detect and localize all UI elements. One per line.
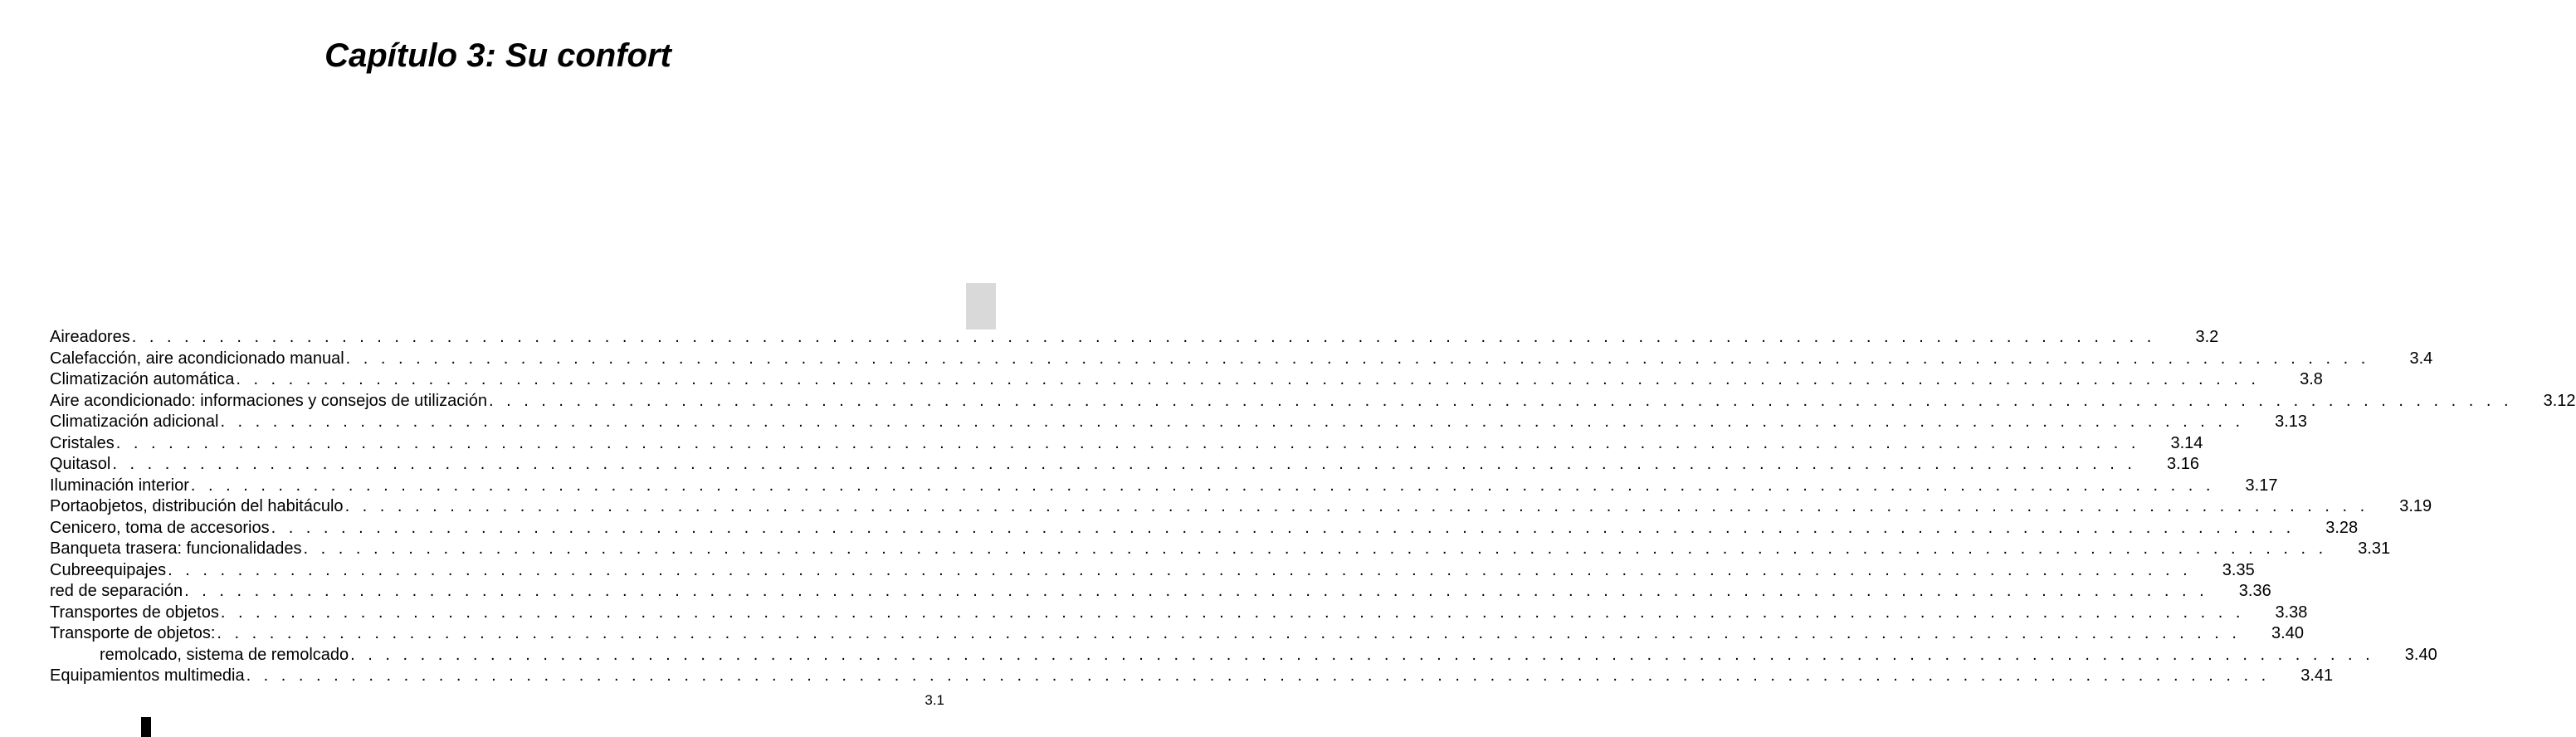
toc-dot-leader: . . . . . . . . . . . . . . . . . . . . . . . . . . . . . . . . . . . . . . . . . . . . . . . . . . . . . . . . . . . . . . . . . . . . . . . . . . . . . . . . . . . . . . . . . . . . . . . . . . . . . . . . . . . . . . . . . . . . — [184, 582, 2208, 600]
toc-dot-leader: . . . . . . . . . . . . . . . . . . . . . . . . . . . . . . . . . . . . . . . . . . . . . . . . . . . . . . . . . . . . . . . . . . . . . . . . . . . . . . . . . . . . . . . . . . . . . . . . . . . . . . . . . . . . . . . . . . . . — [344, 497, 2369, 515]
toc-dot-leader: . . . . . . . . . . . . . . . . . . . . . . . . . . . . . . . . . . . . . . . . . . . . . . . . . . . . . . . . . . . . . . . . . . . . . . . . . . . . . . . . . . . . . . . . . . . . . . . . . . . . . . . . . . . . . . . . . . . . — [220, 412, 2245, 431]
toc-entry-page: 3.19 — [2399, 497, 2432, 515]
toc-entry-page: 3.4 — [2409, 349, 2433, 368]
toc-entry-page: 3.41 — [2300, 666, 2334, 685]
toc-entry-label: Aire acondicionado: informaciones y consejos de utilización — [50, 391, 487, 410]
page-number: 3.1 — [925, 692, 944, 708]
toc-entry-label: Cubreequipajes — [50, 560, 167, 579]
toc-dot-leader: . . . . . . . . . . . . . . . . . . . . . . . . . . . . . . . . . . . . . . . . . . . . . . . . . . . . . . . . . . . . . . . . . . . . . . . . . . . . . . . . . . . . . . . . . . . . . . . . . . . . . . . . . . . . . . . . . . . . — [345, 349, 2370, 368]
toc-entry-label: remolcado, sistema de remolcado — [100, 645, 349, 664]
toc-entry[interactable] — [50, 560, 2255, 582]
toc-entry[interactable] — [50, 349, 2433, 370]
toc-dot-leader: . . . . . . . . . . . . . . . . . . . . . . . . . . . . . . . . . . . . . . . . . . . . . . . . . . . . . . . . . . . . . . . . . . . . . . . . . . . . . . . . . . . . . . . . . . . . . . . . . . . . . . . . . . . . . . . . . . . . — [220, 603, 2245, 622]
toc-dot-leader: . . . . . . . . . . . . . . . . . . . . . . . . . . . . . . . . . . . . . . . . . . . . . . . . . . . . . . . . . . . . . . . . . . . . . . . . . . . . . . . . . . . . . . . . . . . . . . . . . . . . . . . . . . . . . . . . . . . . — [112, 455, 2136, 473]
toc-dot-leader: . . . . . . . . . . . . . . . . . . . . . . . . . . . . . . . . . . . . . . . . . . . . . . . . . . . . . . . . . . . . . . . . . . . . . . . . . . . . . . . . . . . . . . . . . . . . . . . . . . . . . . . . . . . . . . . . . . . . — [168, 560, 2192, 579]
toc-entry[interactable] — [50, 391, 2576, 412]
toc-dot-leader: . . . . . . . . . . . . . . . . . . . . . . . . . . . . . . . . . . . . . . . . . . . . . . . . . . . . . . . . . . . . . . . . . . . . . . . . . . . . . . . . . . . . . . . . . . . . . . . . . . . . . . . . . . . . . . . . . . . . — [303, 539, 2328, 558]
toc-entry-label: Banqueta trasera: funcionalidades — [50, 539, 302, 558]
toc-dot-leader: . . . . . . . . . . . . . . . . . . . . . . . . . . . . . . . . . . . . . . . . . . . . . . . . . . . . . . . . . . . . . . . . . . . . . . . . . . . . . . . . . . . . . . . . . . . . . . . . . . . . . . . . . . . . . . . . . . . . — [488, 391, 2513, 410]
toc-entry-page: 3.8 — [2300, 370, 2323, 388]
toc-dot-leader: . . . . . . . . . . . . . . . . . . . . . . . . . . . . . . . . . . . . . . . . . . . . . . . . . . . . . . . . . . . . . . . . . . . . . . . . . . . . . . . . . . . . . . . . . . . . . . . . . . . . . . . . . . . . . . . . . . . . — [271, 518, 2295, 537]
chapter-side-tab — [966, 283, 996, 329]
toc-entry-label: Equipamientos multimedia — [50, 666, 245, 685]
toc-entry-page: 3.12 — [2543, 391, 2576, 410]
toc-dot-leader: . . . . . . . . . . . . . . . . . . . . . . . . . . . . . . . . . . . . . . . . . . . . . . . . . . . . . . . . . . . . . . . . . . . . . . . . . . . . . . . . . . . . . . . . . . . . . . . . . . . . . . . . . . . . . . . . . . . . — [236, 370, 2260, 388]
toc-entry-label: Portaobjetos, distribución del habitáculo — [50, 497, 344, 515]
toc-entry-page: 3.28 — [2325, 518, 2359, 537]
toc-entry-label: Aireadores — [50, 328, 130, 346]
toc-entry[interactable] — [50, 539, 2391, 560]
toc-entry-page: 3.40 — [2404, 645, 2437, 664]
toc-entry[interactable] — [50, 476, 2278, 497]
toc-entry[interactable] — [50, 412, 2308, 433]
binding-mark — [141, 717, 151, 737]
toc-entry-page: 3.38 — [2275, 603, 2308, 622]
toc-entry-page: 3.36 — [2238, 582, 2271, 600]
toc-entry-page: 3.40 — [2271, 624, 2304, 642]
toc-entry[interactable] — [50, 496, 2432, 518]
toc-entry-label: red de separación — [50, 582, 183, 600]
toc-entry-page: 3.35 — [2222, 560, 2255, 579]
table-of-contents — [50, 327, 2576, 687]
toc-entry-page: 3.16 — [2167, 455, 2199, 473]
toc-entry-label: Climatización automática — [50, 370, 235, 388]
toc-entry-page: 3.2 — [2195, 328, 2219, 346]
toc-entry-page: 3.17 — [2245, 476, 2278, 495]
toc-entry[interactable] — [50, 581, 2271, 603]
toc-entry-label: Transportes de objetos — [50, 603, 219, 622]
toc-entry[interactable] — [50, 454, 2199, 476]
toc-entry-label: Cristales — [50, 433, 115, 452]
toc-entry-page: 3.31 — [2358, 539, 2391, 558]
toc-entry[interactable] — [50, 433, 2203, 455]
toc-dot-leader: . . . . . . . . . . . . . . . . . . . . . . . . . . . . . . . . . . . . . . . . . . . . . . . . . . . . . . . . . . . . . . . . . . . . . . . . . . . . . . . . . . . . . . . . . . . . . . . . . . . . . . . . . . . . . . . . . . . . — [350, 645, 2374, 664]
toc-entry-page: 3.14 — [2170, 433, 2203, 452]
toc-entry-label: Iluminación interior — [50, 476, 189, 495]
toc-dot-leader: . . . . . . . . . . . . . . . . . . . . . . . . . . . . . . . . . . . . . . . . . . . . . . . . . . . . . . . . . . . . . . . . . . . . . . . . . . . . . . . . . . . . . . . . . . . . . . . . . . . . . . . . . . . . . . . . . . . . — [115, 433, 2140, 452]
toc-entry-page: 3.13 — [2275, 412, 2308, 431]
toc-entry[interactable] — [50, 327, 2219, 349]
toc-entry[interactable] — [50, 645, 2437, 666]
toc-entry[interactable] — [50, 518, 2359, 539]
toc-dot-leader: . . . . . . . . . . . . . . . . . . . . . . . . . . . . . . . . . . . . . . . . . . . . . . . . . . . . . . . . . . . . . . . . . . . . . . . . . . . . . . . . . . . . . . . . . . . . . . . . . . . . . . . . . . . . . . . . . . . . — [217, 624, 2241, 642]
toc-entry[interactable] — [50, 369, 2323, 391]
toc-entry-label: Transporte de objetos: — [50, 624, 216, 642]
toc-entry-label: Cenicero, toma de accesorios — [50, 518, 270, 537]
toc-entry[interactable] — [50, 666, 2334, 687]
toc-entry-label: Quitasol — [50, 455, 111, 473]
toc-dot-leader: . . . . . . . . . . . . . . . . . . . . . . . . . . . . . . . . . . . . . . . . . . . . . . . . . . . . . . . . . . . . . . . . . . . . . . . . . . . . . . . . . . . . . . . . . . . . . . . . . . . . . . . . . . . . . . . . . . . . — [131, 328, 2156, 346]
toc-entry-label: Calefacción, aire acondicionado manual — [50, 349, 344, 368]
toc-dot-leader: . . . . . . . . . . . . . . . . . . . . . . . . . . . . . . . . . . . . . . . . . . . . . . . . . . . . . . . . . . . . . . . . . . . . . . . . . . . . . . . . . . . . . . . . . . . . . . . . . . . . . . . . . . . . . . . . . . . . — [190, 476, 2215, 495]
toc-entry-label: Climatización adicional — [50, 412, 219, 431]
toc-entry[interactable] — [50, 603, 2308, 624]
toc-dot-leader: . . . . . . . . . . . . . . . . . . . . . . . . . . . . . . . . . . . . . . . . . . . . . . . . . . . . . . . . . . . . . . . . . . . . . . . . . . . . . . . . . . . . . . . . . . . . . . . . . . . . . . . . . . . . . . . . . . . . — [246, 666, 2271, 685]
toc-entry[interactable] — [50, 623, 2304, 645]
chapter-title: Capítulo 3: Su confort — [324, 37, 671, 74]
